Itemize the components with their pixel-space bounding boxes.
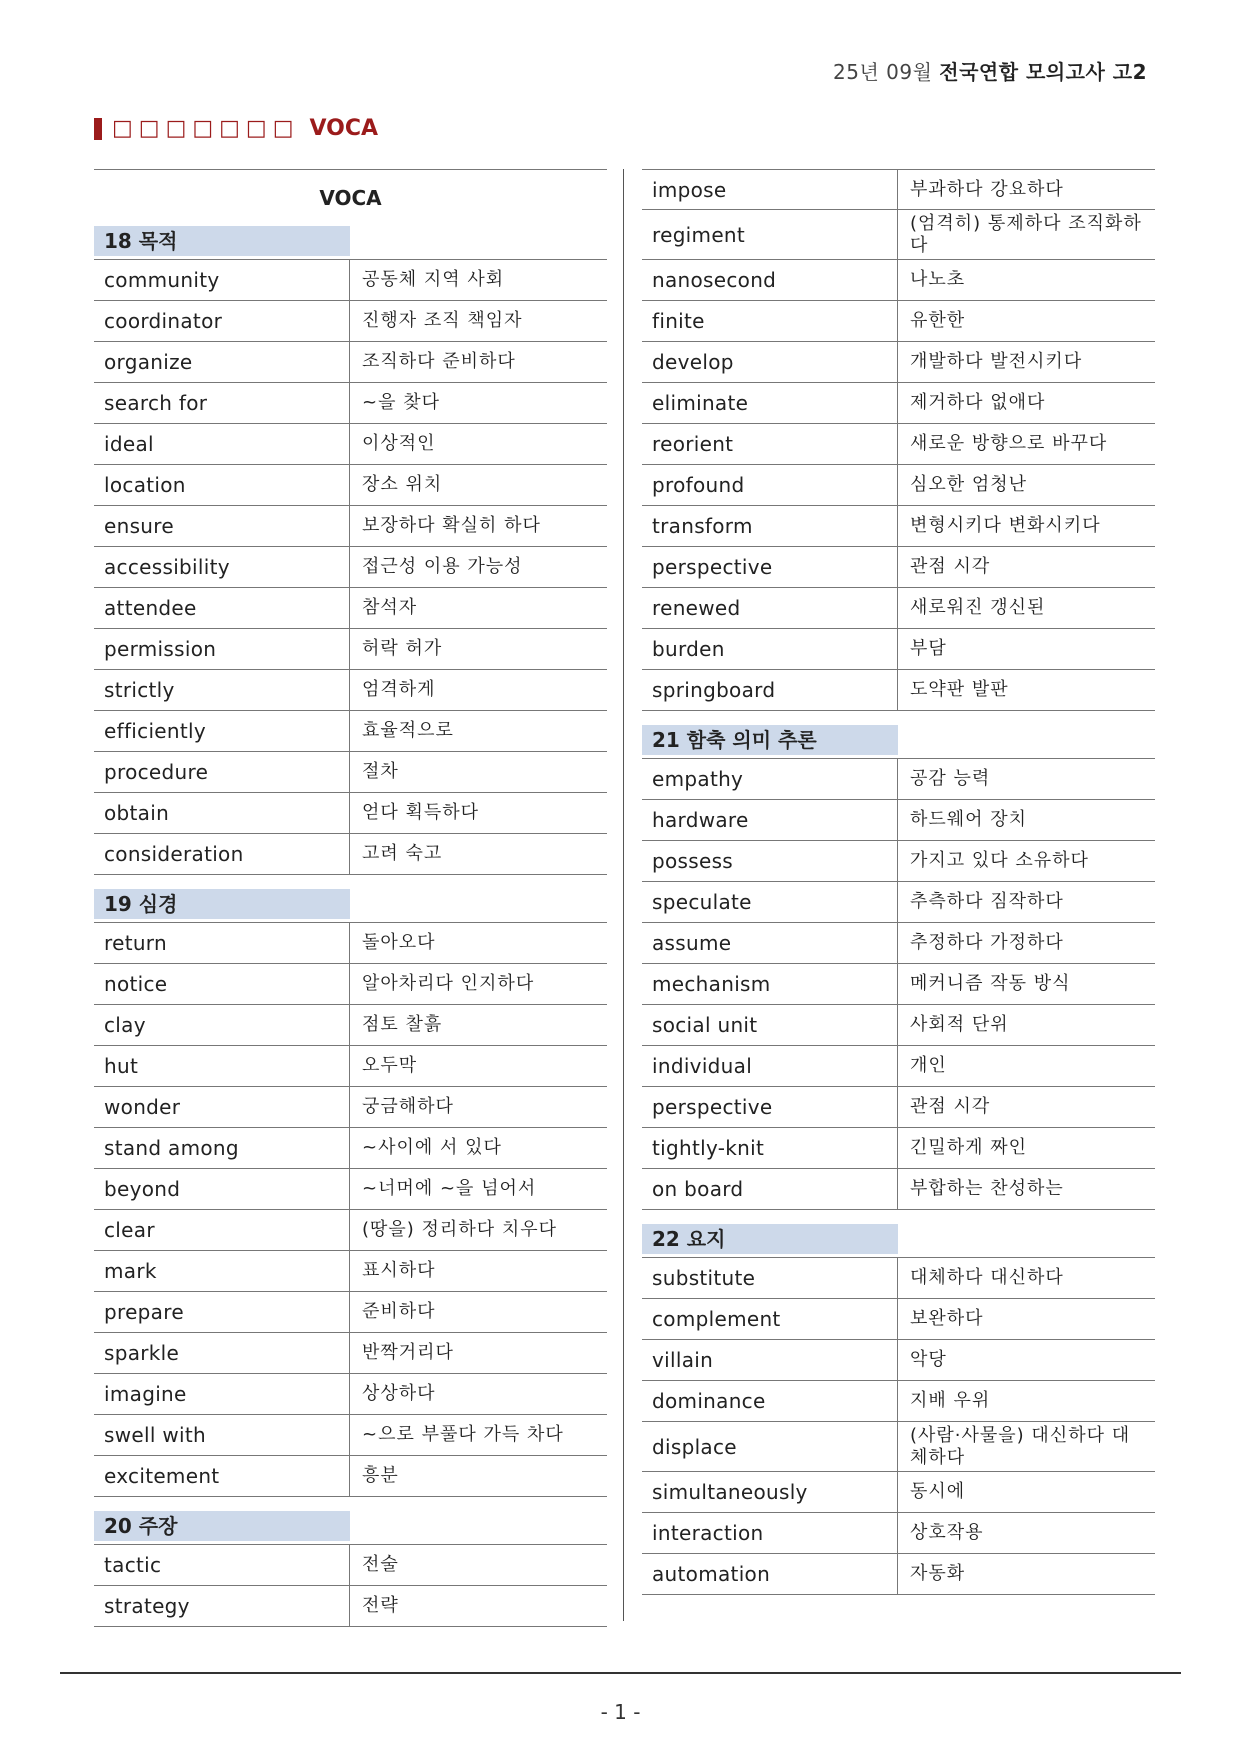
vocab-word: permission [94,629,350,669]
vocab-meaning: 심오한 엄청난 [910,474,1028,495]
vocab-meaning: 접근성 이용 가능성 [362,556,523,577]
section-header [94,889,607,923]
vocab-row [642,1005,1155,1046]
vocab-meaning: 허락 허가 [362,638,443,659]
vocab-meaning: 공동체 지역 사회 [362,269,505,290]
vocab-meaning: 새로워진 갱신된 [910,597,1046,618]
vocab-word: complement [642,1299,898,1339]
vocab-meaning: 나노초 [910,269,966,290]
vocab-row [642,1554,1155,1595]
vocab-meaning: (땅을) 정리하다 치우다 [362,1219,557,1240]
vocab-row [642,841,1155,882]
vocab-row [94,1251,607,1292]
vocab-row [642,923,1155,964]
vocab-meaning: 오두막 [362,1055,418,1076]
vocab-meaning: 악당 [910,1349,947,1370]
vocab-meaning: 지배 우위 [910,1390,991,1411]
vocab-meaning: 개인 [910,1055,947,1076]
vocab-row [94,342,607,383]
vocab-word: springboard [642,670,898,710]
vocab-meaning: 반짝거리다 [362,1342,454,1363]
vocab-word: excitement [94,1456,350,1496]
exam-date: 25년 09월 [833,60,933,84]
vocab-meaning: 전략 [362,1595,399,1616]
vocab-meaning: 알아차리다 인지하다 [362,973,535,994]
vocab-word: empathy [642,759,898,799]
vocab-word: on board [642,1169,898,1209]
vocab-row [642,383,1155,424]
vocab-word: assume [642,923,898,963]
vocab-row [642,424,1155,465]
vocab-word: clay [94,1005,350,1045]
vocab-meaning: 효율적으로 [362,720,454,741]
vocab-row [94,1087,607,1128]
vocab-row [94,1292,607,1333]
vocab-word: finite [642,301,898,341]
vocab-word: tactic [94,1545,350,1585]
vocab-word: clear [94,1210,350,1250]
vocab-row [642,1472,1155,1513]
title-squares: □□□□□□□ [112,116,300,141]
vocab-word: ideal [94,424,350,464]
vocab-meaning: 변형시키다 변화시키다 [910,515,1101,536]
vocab-meaning: (사람·사물을) 대신하다 대체하다 [910,1424,1131,1468]
vocab-word: social unit [642,1005,898,1045]
vocab-word: individual [642,1046,898,1086]
vocab-word: wonder [94,1087,350,1127]
vocab-row [94,1169,607,1210]
vocab-word: obtain [94,793,350,833]
section-label: 18 목적 [94,226,350,256]
vocab-word: substitute [642,1258,898,1298]
vocab-row [94,923,607,964]
vocab-row [94,1005,607,1046]
vocab-meaning: 가지고 있다 소유하다 [910,850,1089,871]
vocab-meaning: 엄격하게 [362,679,436,700]
vocab-meaning: 절차 [362,761,399,782]
vocab-word: simultaneously [642,1472,898,1512]
section-label: 21 함축 의미 추론 [642,725,898,755]
vocab-row [94,547,607,588]
vocab-row [642,547,1155,588]
vocab-meaning: 진행자 조직 책임자 [362,310,523,331]
vocab-meaning: 자동화 [910,1563,966,1584]
vocab-word: perspective [642,1087,898,1127]
vocab-row [94,1456,607,1497]
vocab-word: renewed [642,588,898,628]
vocab-row [94,834,607,875]
section-label: 22 요지 [642,1224,898,1254]
vocab-meaning: 메커니즘 작동 방식 [910,973,1071,994]
vocab-word: hut [94,1046,350,1086]
vocab-meaning: ~사이에 서 있다 [362,1137,502,1158]
vocab-row [94,670,607,711]
vocab-word: community [94,260,350,300]
vocab-meaning: 공감 능력 [910,768,991,789]
vocab-row [94,383,607,424]
footer-rule [60,1672,1181,1674]
vocab-row [642,1087,1155,1128]
vocab-row [94,260,607,301]
vocab-row [642,1046,1155,1087]
vocab-word: transform [642,506,898,546]
vocab-meaning: 부과하다 강요하다 [910,178,1064,200]
section-label: 20 주장 [94,1511,350,1541]
vocab-word: prepare [94,1292,350,1332]
vocab-meaning: 제거하다 없애다 [910,392,1046,413]
vocab-meaning: 궁금해하다 [362,1096,454,1117]
vocab-row [94,1210,607,1251]
vocab-row [94,629,607,670]
vocab-meaning: ~너머에 ~을 넘어서 [362,1178,537,1199]
vocab-word: profound [642,465,898,505]
vocab-row [642,301,1155,342]
vocab-meaning: 고려 숙고 [362,843,443,864]
vocab-row [642,260,1155,301]
vocab-word: search for [94,383,350,423]
vocab-row [642,1513,1155,1554]
vocab-row [94,711,607,752]
vocab-row [642,629,1155,670]
vocab-meaning: 상호작용 [910,1522,984,1543]
vocab-meaning: 추정하다 가정하다 [910,932,1064,953]
title-bar-marker [94,118,102,140]
vocab-row [94,588,607,629]
vocab-row [642,800,1155,841]
vocab-word: strictly [94,670,350,710]
vocab-meaning: 장소 위치 [362,474,443,495]
vocab-row [94,752,607,793]
vocab-word: villain [642,1340,898,1380]
vocab-meaning: 전술 [362,1554,399,1575]
vocab-word: speculate [642,882,898,922]
section-title [94,116,378,141]
vocab-meaning: 참석자 [362,597,418,618]
title-label: VOCA [309,116,379,141]
vocab-word: swell with [94,1415,350,1455]
vocab-word: imagine [94,1374,350,1414]
exam-name: 전국연합 모의고사 고2 [939,60,1147,84]
vocab-meaning: 준비하다 [362,1301,436,1322]
vocab-meaning: 표시하다 [362,1260,436,1281]
vocab-word: tightly-knit [642,1128,898,1168]
vocab-row [94,465,607,506]
vocab-meaning: 점토 찰흙 [362,1014,443,1035]
vocab-row [642,670,1155,711]
vocab-word: interaction [642,1513,898,1553]
vocab-meaning: 긴밀하게 짜인 [910,1137,1028,1158]
vocab-row [94,424,607,465]
vocab-row [642,882,1155,923]
vocab-word: displace [642,1422,898,1471]
section-header [642,1224,1155,1258]
vocab-meaning: 조직하다 준비하다 [362,351,516,372]
vocab-row [94,1374,607,1415]
vocab-meaning: 도약판 발판 [910,679,1009,700]
vocab-row [94,1128,607,1169]
vocab-meaning: 동시에 [910,1481,966,1502]
vocab-row [94,1545,607,1586]
vocab-meaning: 사회적 단위 [910,1014,1009,1035]
vocab-word: develop [642,342,898,382]
vocab-meaning: 이상적인 [362,433,436,454]
vocab-word: procedure [94,752,350,792]
vocab-meaning: 얻다 획득하다 [362,802,480,823]
page-number: - 1 - [600,1700,641,1724]
vocab-meaning: 유한한 [910,310,966,331]
vocab-meaning: 관점 시각 [910,556,991,577]
vocab-row [642,1128,1155,1169]
vocab-word: mark [94,1251,350,1291]
vocab-word: dominance [642,1381,898,1421]
vocab-word: accessibility [94,547,350,587]
right-column [642,169,1155,1595]
vocab-row [642,1169,1155,1210]
vocab-word: location [94,465,350,505]
vocab-word: impose [642,170,898,209]
vocab-row [94,506,607,547]
exam-header [833,56,1147,85]
vocab-word: possess [642,841,898,881]
vocab-word: ensure [94,506,350,546]
vocab-meaning: 개발하다 발전시키다 [910,351,1083,372]
vocab-word: automation [642,1554,898,1594]
vocab-word: nanosecond [642,260,898,300]
vocab-meaning: 대체하다 대신하다 [910,1267,1064,1288]
vocab-row [642,342,1155,383]
vocab-row [642,588,1155,629]
vocab-meaning: 상상하다 [362,1383,436,1404]
vocab-meaning: 추측하다 짐작하다 [910,891,1064,912]
vocab-row [642,759,1155,800]
vocab-row [642,964,1155,1005]
vocab-row [642,1340,1155,1381]
vocab-row [94,1415,607,1456]
vocab-word: hardware [642,800,898,840]
vocab-word: efficiently [94,711,350,751]
section-header [94,1511,607,1545]
vocab-row [642,1299,1155,1340]
vocab-word: attendee [94,588,350,628]
vocab-word: notice [94,964,350,1004]
vocab-word: perspective [642,547,898,587]
left-column [94,169,607,1627]
vocab-word: regiment [642,210,898,259]
section-header [642,725,1155,759]
vocab-word: strategy [94,1586,350,1626]
vocab-row [94,964,607,1005]
vocab-meaning: (엄격히) 통제하다 조직화하다 [910,212,1142,256]
vocab-row [642,465,1155,506]
vocab-row [94,793,607,834]
section-label: 19 심경 [94,889,350,919]
vocab-row [94,301,607,342]
vocab-word: reorient [642,424,898,464]
vocab-meaning: 돌아오다 [362,932,436,953]
vocab-meaning: ~으로 부풀다 가득 차다 [362,1424,564,1445]
column-divider [623,169,624,1621]
section-header [94,226,607,260]
vocab-meaning: 새로운 방향으로 바꾸다 [910,433,1108,454]
vocab-word: stand among [94,1128,350,1168]
vocab-word: mechanism [642,964,898,1004]
vocab-word: return [94,923,350,963]
vocab-meaning: 부합하는 찬성하는 [910,1178,1064,1199]
vocab-word: organize [94,342,350,382]
vocab-row [642,506,1155,547]
table-title: VOCA [94,169,607,226]
vocab-meaning: 하드웨어 장치 [910,809,1028,830]
vocab-meaning: 관점 시각 [910,1096,991,1117]
vocab-word: eliminate [642,383,898,423]
vocab-row [642,210,1155,260]
vocab-row [94,1333,607,1374]
vocab-word: sparkle [94,1333,350,1373]
vocab-row [642,169,1155,210]
vocab-meaning: ~을 찾다 [362,392,440,413]
vocab-row [94,1586,607,1627]
vocab-row [642,1381,1155,1422]
vocab-word: burden [642,629,898,669]
vocab-meaning: 부담 [910,638,947,659]
vocab-word: consideration [94,834,350,874]
vocab-meaning: 보장하다 확실히 하다 [362,515,541,536]
vocab-word: beyond [94,1169,350,1209]
vocab-meaning: 흥분 [362,1465,399,1486]
vocab-row [642,1258,1155,1299]
vocab-word: coordinator [94,301,350,341]
vocab-row [642,1422,1155,1472]
vocab-meaning: 보완하다 [910,1308,984,1329]
vocab-row [94,1046,607,1087]
